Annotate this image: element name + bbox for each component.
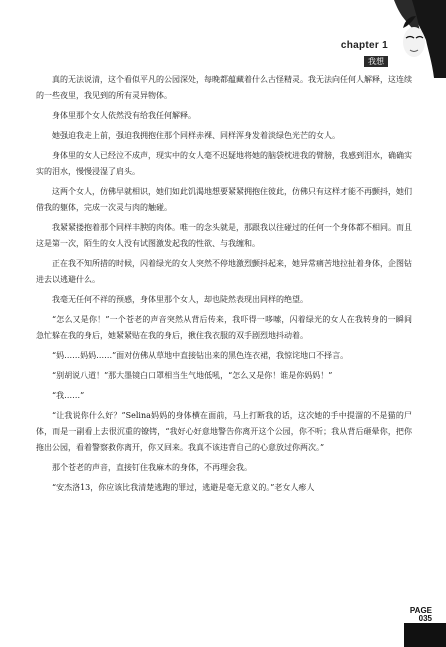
paragraph: 她强迫我走上前，强迫我拥抱住那个同样赤裸、同样浑身发着淡绿色光芒的女人。 — [52, 131, 340, 140]
chapter-heading — [341, 40, 388, 69]
paragraph: “让我说你什么好？”Selina妈妈的身体横在面前，马上打断我的话，这次她的手中提溜的不是猫的尸体，而是一副看上去很沉重的镣铐，“我好心好意地警告你离开这个公园，你不听；我从背后砸晕你，把你拖出公园，看着警察救你离开，你又回来。我真不该违背自己的心意放过你两次。” — [36, 411, 412, 452]
chapter-title: 我想 — [364, 56, 388, 67]
chapter-number: chapter 1 — [340, 40, 388, 51]
paragraph: “我……” — [52, 391, 85, 400]
paragraph: 我紧紧搂抱着那个同样丰腴的肉体。唯一的念头就是，那跟我以往碰过的任何一个身体都不相同。而且这是第一次，陌生的女人没有试图激发起我的性欲、与我缠和。 — [36, 223, 412, 248]
body-text — [36, 72, 412, 500]
paragraph: 这两个女人，仿佛早就相识，她们如此饥渴地想要紧紧拥抱住彼此，仿佛只有这样才能不再颤抖，她们借我的躯体，完成一次灵与肉的触碰。 — [36, 187, 412, 212]
page-footer — [392, 605, 446, 647]
paragraph: 身体里的女人已经泣不成声，现实中的女人毫不迟疑地将她的脑袋枕进我的臂膀，我感到泪水，确确实实的泪水，慢慢浸湿了肩头。 — [36, 151, 412, 176]
paragraph: “别胡说八道！”那大墨镜白口罩相当生气地低吼，“怎么又是你！谁是你妈妈！” — [52, 371, 333, 380]
paragraph: 真的无法说清，这个看似平凡的公园深处，每晚都蕴藏着什么古怪精灵。我无法向任何人解释，这连续的一些夜里，我见到的所有灵异物体。 — [36, 75, 412, 100]
paragraph: 那个苍老的声音，直接钉住我麻木的身体，不再理会我。 — [52, 463, 252, 472]
page-label: PAGE — [409, 606, 432, 615]
paragraph: “妈……妈妈……”面对仿佛从草地中直接钻出来的黑色连衣裙，我惊诧地口不择言。 — [52, 351, 349, 360]
page-number: 035 — [418, 614, 432, 623]
page-corner-block — [404, 623, 446, 647]
paragraph: 正在我不知所措的时候，闪着绿光的女人突然不停地激烈颤抖起来，她异常痛苦地拉扯着身体，企图钻进去以逃避什么。 — [36, 259, 412, 284]
paragraph: “怎么又是你！”一个苍老的声音突然从背后传来，我吓得一哆嗦，闪着绿光的女人在我转身的一瞬间急忙躲在我的身后，她紧紧贴在我的身后，揪住我衣服的双手剧烈地抖动着。 — [36, 315, 412, 340]
paragraph: 身体里那个女人依然没有给我任何解释。 — [52, 111, 196, 120]
paragraph: “安杰洛13，你应该比我清楚逃跑的罪过，逃避是毫无意义的。”老女人瘆人 — [52, 483, 315, 492]
page-indicator — [410, 607, 432, 623]
paragraph: 我毫无任何不祥的预感，身体里那个女人，却也陡然表现出同样的绝望。 — [52, 295, 308, 304]
